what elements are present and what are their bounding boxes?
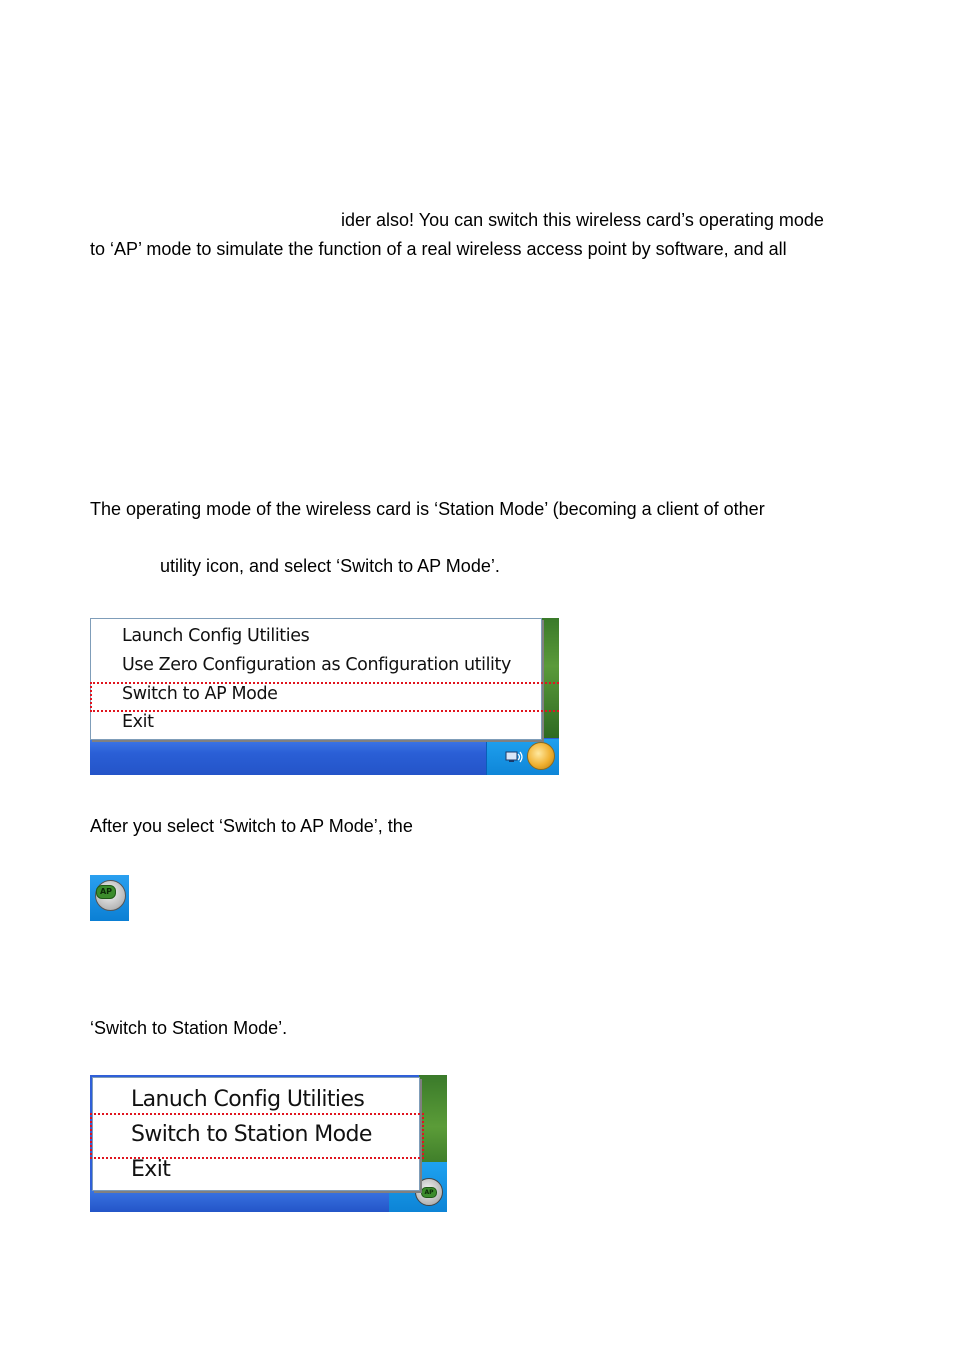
menu-item-zero-config[interactable]: Use Zero Configuration as Configuration utility (122, 655, 511, 675)
menu-item-exit[interactable]: Exit (131, 1157, 171, 1182)
menu-item-launch-config[interactable]: Lanuch Config Utilities (131, 1087, 365, 1112)
ap-mini-badge (421, 1187, 437, 1198)
paragraph-1-line-1: ider also! You can switch this wireless card’s operating mode (341, 210, 824, 230)
menu-item-switch-to-ap[interactable]: Switch to AP Mode (122, 684, 278, 704)
wireless-utility-tray-icon[interactable] (527, 742, 555, 770)
highlight-switch-to-ap (90, 682, 559, 712)
menu-item-switch-to-station[interactable]: Switch to Station Mode (131, 1122, 372, 1147)
menu-item-launch-config[interactable]: Launch Config Utilities (122, 626, 310, 646)
ap-mini-label: AP (424, 1189, 434, 1196)
screenshot-switch-to-ap-mode (90, 618, 559, 775)
paragraph-2-line-2: utility icon, and select ‘Switch to AP Mode’. (160, 556, 500, 576)
ap-icon-label: AP (99, 887, 113, 896)
network-icon (505, 749, 523, 765)
context-menu (90, 618, 542, 740)
system-tray (486, 739, 559, 775)
paragraph-4-line-1: ‘Switch to Station Mode’. (90, 1018, 288, 1038)
paragraph-3-line-1: After you select ‘Switch to AP Mode’, the (90, 816, 413, 836)
menu-item-exit[interactable]: Exit (122, 712, 154, 732)
desktop-background (541, 618, 559, 738)
ap-icon-badge (96, 885, 116, 899)
paragraph-1-line-2: to ‘AP’ mode to simulate the function of a real wireless access point by software, and all (90, 239, 787, 259)
screenshot-switch-to-station-mode (90, 1075, 447, 1212)
paragraph-2-line-1: The operating mode of the wireless card is ‘Station Mode’ (becoming a client of other (90, 499, 765, 519)
highlight-switch-to-station (90, 1113, 424, 1159)
ap-mode-tray-icon (90, 875, 129, 921)
